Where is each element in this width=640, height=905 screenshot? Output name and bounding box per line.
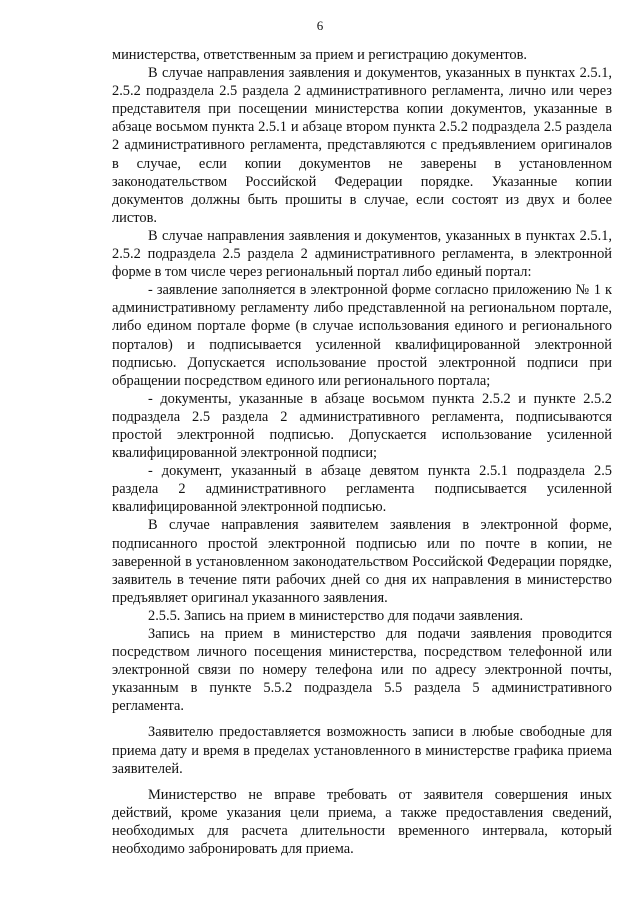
paragraph-continuation: министерства, ответственным за прием и регистрацию документов.	[112, 47, 527, 63]
list-item-document-signature: - документ, указанный в абзаце девятом пункта 2.5.1 подраздела 2.5 раздела 2 административного регламента подписывается усиленной квалифицированной электронной подписью.	[112, 463, 612, 516]
paragraph-electronic-submission: В случае направления заявления и документов, указанных в пунктах 2.5.1, 2.5.2 подраздела 2.5 раздела 2 административного регламента, в электронной форме в том числе через региональный портал либо единый портал:	[112, 227, 612, 281]
document-body	[112, 46, 612, 858]
page-number: 6	[316, 18, 324, 33]
paragraph-original-presentation: В случае направления заявителем заявления в электронной форме, подписанного простой электронной подписью или по почте в копии, не заверенной в установленном законодательством Российской Федерации порядке, заявитель в течение пяти рабочих дней со дня их направления в министерство предъявляет оригинал указанного заявления.	[112, 517, 612, 606]
paragraph-appointment-methods: Запись на прием в министерство для подачи заявления проводится посредством личного посещения министерства, посредством телефонной или электронной связи по номеру телефона или по адресу электронной почты, указанным в пункте 5.5.2 подраздела 5.5 раздела 5 административного регламента.	[112, 626, 612, 715]
list-item-application-form: - заявление заполняется в электронной форме согласно приложению № 1 к административному регламенту либо представленной на региональном портале, либо едином портале форме (в случае использования единого и регионального порталов) и подписывается усиленной квалифицированной электронной подписью. Допускается использование простой электронной подписи при обращении посредством единого или регионального портала;	[112, 282, 612, 389]
paragraph-ministry-restrictions: Министерство не вправе требовать от заявителя совершения иных действий, кроме указания цели приема, а также предоставления сведений, необходимых для расчета длительности временного интервала, который необходимо забронировать для приема.	[112, 786, 612, 858]
list-item-documents-signature: - документы, указанные в абзаце восьмом пункта 2.5.2 и пункте 2.5.2 подраздела 2.5 раздела 2 административного регламента, подписываются простой электронной подписью. Допускается использование усиленной квалифицированной электронной подписи;	[112, 390, 612, 462]
section-heading-appointment: 2.5.5. Запись на прием в министерство для подачи заявления.	[148, 607, 524, 624]
paragraph-personal-submission: В случае направления заявления и документов, указанных в пунктах 2.5.1, 2.5.2 подраздела 2.5 раздела 2 административного регламента, лично или через представителя при посещении министерства копии документов, указанные в абзаце восьмом пункта 2.5.1 и абзаце втором пункта 2.5.2 подраздела 2.5 раздела 2 административного регламента, представляются с предъявлением оригиналов в случае, если копии документов не заверены в установленном законодательством Российской Федерации порядке. Указанные копии документов должны быть прошиты в случае, если состоят из двух и более листов.	[112, 65, 612, 226]
paragraph-appointment-options: Заявителю предоставляется возможность записи в любые свободные для приема дату и время в пределах установленного в министерстве графика приема заявителей.	[112, 724, 612, 777]
